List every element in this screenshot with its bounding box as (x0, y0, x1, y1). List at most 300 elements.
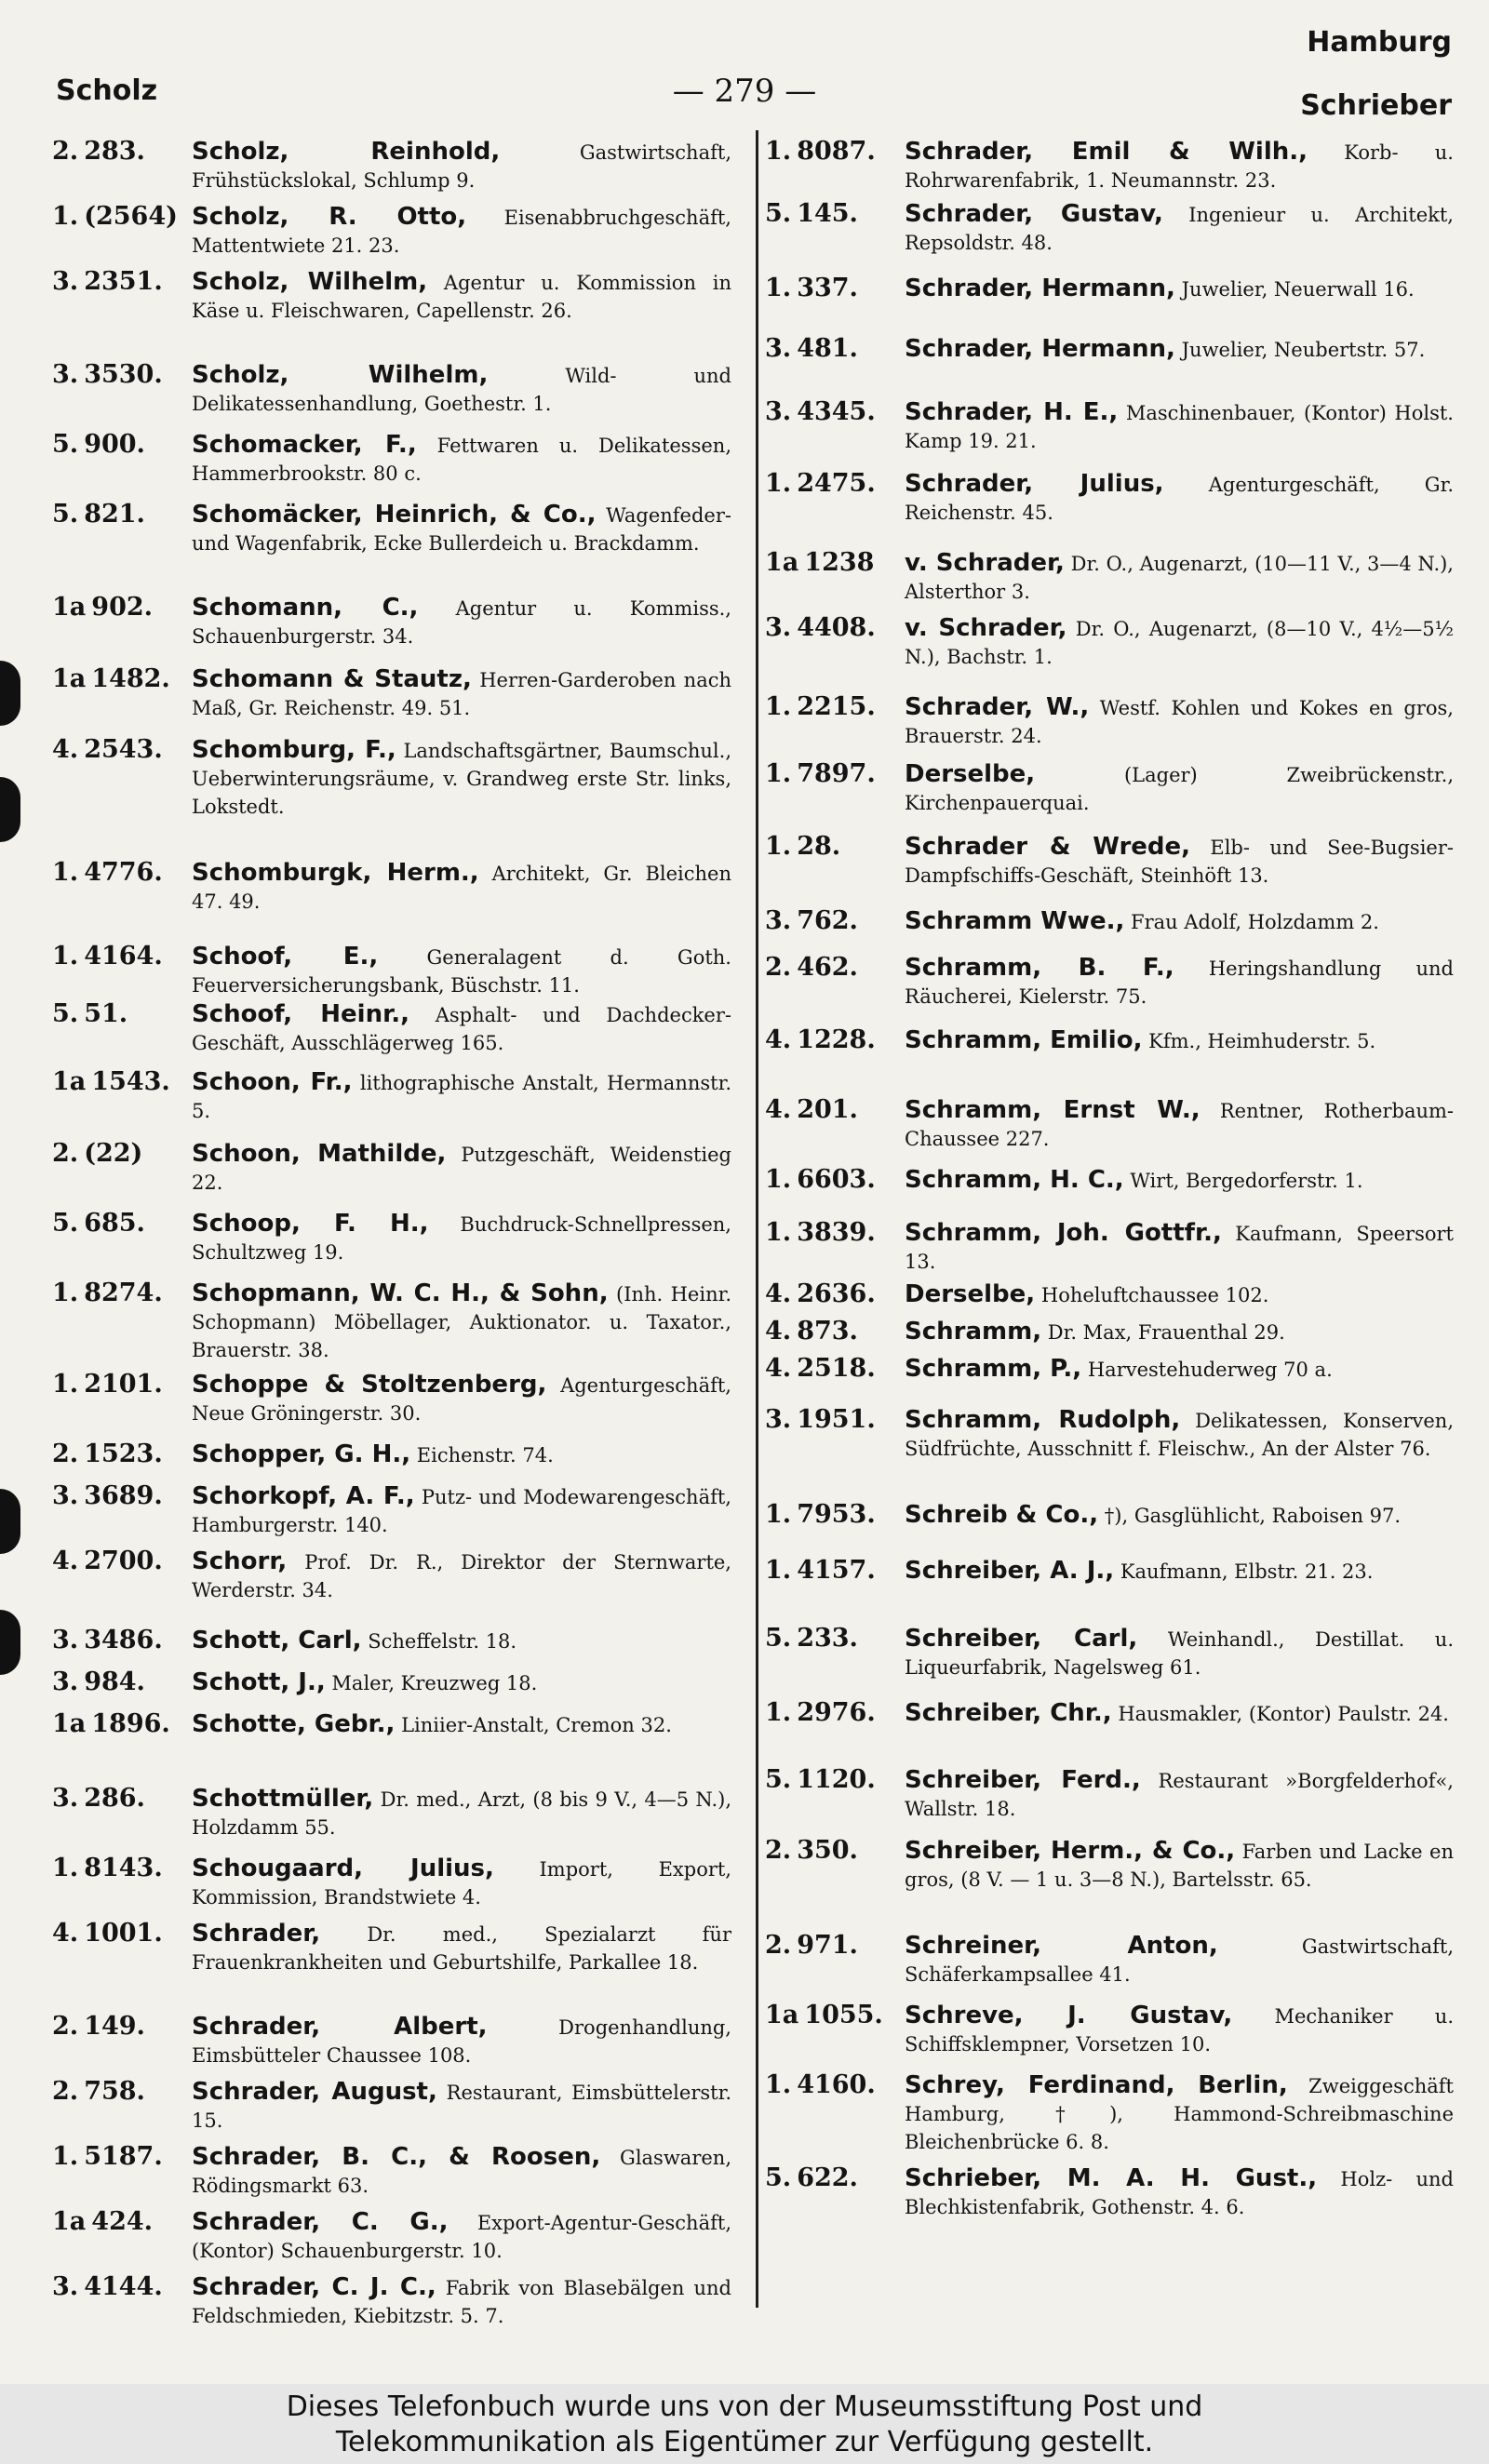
subscriber-details: Agenturgeschäft, Gr. Reichenstr. 45. (905, 474, 1454, 524)
subscriber-details: Zweiggeschäft Hamburg, †), Hammond-Schreibmaschine Bleichenbrücke 6. 8. (905, 2075, 1454, 2153)
phone-number: 1055. (804, 2001, 883, 2029)
entry-text (192, 2013, 731, 2069)
entry-number (52, 1440, 184, 1468)
entry-number (52, 594, 184, 622)
exchange-code: 1. (765, 2070, 792, 2099)
entry-text (192, 1482, 731, 1539)
exchange-code: 5. (52, 500, 79, 529)
phone-number: 2700. (84, 1547, 163, 1575)
subscriber-name: Schorr, (192, 1547, 288, 1575)
exchange-code: 3. (52, 1626, 79, 1654)
exchange-code: 2. (765, 1836, 792, 1865)
directory-entry (765, 1219, 1454, 1276)
subscriber-details: (Lager) Zweibrückenstr., Kirchenpauerquai. (905, 764, 1454, 814)
exchange-code: 1. (765, 1218, 792, 1247)
entry-text (905, 1026, 1454, 1055)
entry-text (905, 614, 1454, 671)
exchange-code: 4. (52, 1547, 79, 1575)
subscriber-details: Maschinenbauer, (Kontor) Holst. Kamp 19. 21. (905, 402, 1454, 452)
subscriber-details: Ingenieur u. Architekt, Repsoldstr. 48. (905, 204, 1454, 254)
entry-text (192, 1668, 731, 1697)
subscriber-details: Delikatessen, Konserven, Südfrüchte, Ausschnitt f. Fleischw., An der Alster 76. (905, 1410, 1454, 1460)
entry-text (905, 138, 1454, 194)
subscriber-name: Schomann & Stautz, (192, 665, 472, 693)
entry-number (765, 1096, 897, 1124)
subscriber-details: Frau Adolf, Holzdamm 2. (1131, 911, 1379, 933)
entry-text (905, 1557, 1454, 1586)
subscriber-details: Liniier-Anstalt, Cremon 32. (401, 1714, 672, 1736)
directory-entry (765, 1355, 1454, 1384)
subscriber-name: Schrader, C. G., (192, 2208, 449, 2236)
subscriber-name: Schoof, Heinr., (192, 1000, 409, 1028)
entry-number (52, 1855, 184, 1882)
subscriber-name: Schoof, E., (192, 943, 379, 971)
entry-number (765, 1557, 897, 1585)
subscriber-name: Schramm, P., (905, 1355, 1082, 1383)
entry-text (192, 1000, 731, 1057)
subscriber-details: Westf. Kohlen und Kokes en gros, Brauerstr. 24. (905, 697, 1454, 747)
directory-entry (52, 2078, 731, 2135)
exchange-code: 3. (52, 360, 79, 389)
exchange-code: 1a (52, 1709, 87, 1738)
phone-number: 350. (797, 1836, 858, 1865)
phone-number: 3486. (84, 1626, 163, 1654)
directory-entry (765, 760, 1454, 817)
directory-entry (765, 1699, 1454, 1728)
phone-number: 283. (84, 137, 145, 166)
entry-number (765, 2002, 897, 2029)
entry-number (52, 1000, 184, 1028)
entry-number (765, 693, 897, 721)
entry-text (905, 1280, 1454, 1309)
binding-mark (0, 661, 20, 726)
subscriber-name: Schopmann, W. C. H., & Sohn, (192, 1279, 609, 1307)
subscriber-details: Rentner, Rotherbaum-Chaussee 227. (905, 1100, 1454, 1150)
entry-text (905, 470, 1454, 527)
subscriber-details: Farben und Lacke en gros, (8 V. — 1 u. 3—8 N.), Bartelsstr. 65. (905, 1841, 1454, 1891)
entry-text (192, 501, 731, 557)
phone-number: 1523. (84, 1440, 163, 1468)
entry-number (765, 398, 897, 426)
subscriber-name: Schrader, Julius, (905, 470, 1164, 498)
entry-text (192, 736, 731, 821)
subscriber-name: Schrieber, M. A. H. Gust., (905, 2164, 1318, 2192)
entry-number (52, 1547, 184, 1575)
phone-number: 149. (84, 2012, 145, 2041)
entry-text (905, 1501, 1454, 1530)
entry-number (765, 1501, 897, 1529)
exchange-code: 1. (765, 1698, 792, 1727)
directory-entry (765, 549, 1454, 606)
exchange-code: 5. (765, 1765, 792, 1794)
directory-entry (52, 203, 731, 260)
directory-entry (765, 275, 1454, 303)
directory-entry (765, 335, 1454, 364)
directory-entry (765, 1026, 1454, 1055)
entry-text (192, 203, 731, 260)
entry-text (192, 1920, 731, 1976)
entry-number (765, 1026, 897, 1054)
exchange-code: 5. (765, 199, 792, 228)
entry-number (52, 2273, 184, 2301)
directory-entry (52, 1440, 731, 1469)
subscriber-name: Schrader, C. J. C., (192, 2273, 436, 2301)
subscriber-name: Schotte, Gebr., (192, 1710, 396, 1738)
entry-number (52, 2013, 184, 2041)
subscriber-details: Drogenhandlung, Eimsbütteler Chaussee 108. (192, 2016, 731, 2067)
footer-line-1: Dieses Telefonbuch wurde uns von der Museumsstiftung Post und (286, 2390, 1203, 2423)
entry-text (905, 549, 1454, 606)
exchange-code: 2. (52, 2077, 79, 2106)
directory-entry (52, 361, 731, 418)
exchange-code: 4. (765, 1354, 792, 1383)
subscriber-name: Schottmüller, (192, 1785, 374, 1813)
exchange-code: 1. (52, 1370, 79, 1399)
subscriber-name: Schott, J., (192, 1668, 326, 1696)
subscriber-name: Schreiber, Ferd., (905, 1766, 1141, 1794)
subscriber-name: Schreiber, A. J., (905, 1557, 1115, 1585)
phone-number: 821. (84, 500, 145, 529)
phone-number: 8274. (84, 1279, 163, 1307)
directory-entry (52, 431, 731, 488)
entry-text (905, 200, 1454, 257)
phone-number: 8143. (84, 1854, 163, 1882)
entry-number (52, 1482, 184, 1510)
subscriber-details: Fettwaren u. Delikatessen, Hammerbrookstr. 80 c. (192, 435, 731, 485)
exchange-code: 1. (765, 832, 792, 861)
subscriber-details: Heringshandlung und Räucherei, Kielerstr. 75. (905, 957, 1454, 1008)
binding-mark (0, 1489, 20, 1554)
subscriber-name: Scholz, Wilhelm, (192, 361, 489, 389)
directory-entry (52, 2273, 731, 2330)
subscriber-name: Schreve, J. Gustav, (905, 2002, 1233, 2029)
subscriber-name: Schomacker, F., (192, 431, 417, 459)
directory-entry (52, 1668, 731, 1697)
phone-number: 5187. (84, 2142, 163, 2171)
directory-entry (765, 138, 1454, 194)
subscriber-name: Schramm Wwe., (905, 907, 1125, 935)
entry-text (192, 859, 731, 916)
entry-number (765, 1166, 897, 1194)
phone-number: 2351. (84, 267, 163, 296)
phone-number: 4157. (797, 1556, 876, 1585)
directory-entry (765, 1837, 1454, 1894)
phone-number: 2543. (84, 735, 163, 764)
entry-number (765, 1406, 897, 1434)
subscriber-name: Schrader, Emil & Wilh., (905, 138, 1308, 166)
exchange-code: 1a (52, 593, 87, 622)
entry-text (905, 1625, 1454, 1681)
directory-entry (52, 1855, 731, 1911)
entry-number (765, 833, 897, 861)
entry-number (52, 1627, 184, 1654)
subscriber-details: Architekt, Gr. Bleichen 47. 49. (192, 863, 731, 913)
phone-number: 622. (797, 2163, 858, 2192)
subscriber-details: Agentur u. Kommiss., Schauenburgerstr. 34. (192, 597, 731, 648)
exchange-code: 3. (52, 1784, 79, 1813)
exchange-code: 2. (52, 1139, 79, 1168)
subscriber-name: v. Schrader, (905, 549, 1065, 577)
subscriber-name: Schreiber, Carl, (905, 1625, 1138, 1653)
exchange-code: 1. (765, 1165, 792, 1194)
entry-text (192, 1547, 731, 1604)
exchange-code: 2. (765, 1931, 792, 1960)
directory-entry (52, 138, 731, 194)
entry-text (192, 1068, 731, 1125)
directory-entry (765, 907, 1454, 936)
phone-number: 1228. (797, 1025, 876, 1054)
subscriber-details: Elb- und See-Bugsier-Dampfschiffs-Geschäft, Steinhöft 13. (905, 837, 1454, 887)
entry-number (765, 614, 897, 642)
subscriber-details: Gastwirtschaft, Schäferkampsallee 41. (905, 1935, 1454, 1986)
subscriber-details: lithographische Anstalt, Hermannstr. 5. (192, 1072, 731, 1122)
subscriber-details: Restaurant »Borgfelderhof«, Wallstr. 18. (905, 1770, 1454, 1820)
entry-number (52, 138, 184, 166)
entry-text (192, 1440, 731, 1469)
entry-text (192, 1140, 731, 1197)
entry-text (192, 361, 731, 418)
subscriber-details: Generalagent d. Goth. Feuerversicherungsbank, Büschstr. 11. (192, 946, 731, 997)
directory-entry (52, 2143, 731, 2200)
exchange-code: 5. (52, 1209, 79, 1238)
entry-text (192, 1785, 731, 1841)
subscriber-name: Derselbe, (905, 1280, 1036, 1308)
subscriber-name: Schoon, Fr., (192, 1068, 353, 1096)
footer-notice (0, 2384, 1489, 2464)
entry-number (52, 665, 184, 693)
subscriber-name: Schoppe & Stoltzenberg, (192, 1371, 547, 1399)
subscriber-name: Schoop, F. H., (192, 1210, 429, 1238)
directory-entry (52, 1785, 731, 1841)
exchange-code: 1. (52, 1854, 79, 1882)
entry-number (765, 2071, 897, 2099)
subscriber-name: Schramm, Emilio, (905, 1026, 1143, 1054)
exchange-code: 1. (765, 274, 792, 302)
directory-entry (52, 1547, 731, 1604)
subscriber-name: Schrader, Hermann, (905, 335, 1175, 363)
phone-number: 984. (84, 1667, 145, 1696)
directory-entry (52, 1920, 731, 1976)
exchange-code: 1. (765, 1500, 792, 1529)
exchange-code: 1. (765, 759, 792, 788)
entry-number (52, 1210, 184, 1238)
subscriber-name: Scholz, Reinhold, (192, 138, 501, 166)
directory-entry (52, 1710, 731, 1739)
entry-number (52, 361, 184, 389)
entry-number (765, 1837, 897, 1865)
subscriber-name: Schramm, (905, 1318, 1042, 1346)
subscriber-details: Dr. O., Augenarzt, (8—10 V., 4½—5½ N.), Bachstr. 1. (905, 618, 1454, 668)
directory-entry (765, 1557, 1454, 1586)
phone-number: 758. (84, 2077, 145, 2106)
entry-text (905, 1166, 1454, 1195)
subscriber-details: Putz- und Modewarengeschäft, Hamburgerstr. 140. (192, 1486, 731, 1536)
subscriber-name: Schopper, G. H., (192, 1440, 411, 1468)
subscriber-details: Juwelier, Neuerwall 16. (1181, 278, 1415, 301)
exchange-code: 1. (52, 1279, 79, 1307)
directory-entry (765, 1766, 1454, 1823)
directory-entry (765, 1406, 1454, 1463)
entry-text (905, 2002, 1454, 2058)
subscriber-details: Weinhandl., Destillat. u. Liqueurfabrik, Nagelsweg 61. (905, 1628, 1454, 1679)
entry-number (765, 1355, 897, 1383)
phone-number: 4345. (797, 397, 876, 426)
phone-number: 3530. (84, 360, 163, 389)
subscriber-name: Schrader, W., (905, 693, 1090, 721)
exchange-code: 3. (765, 397, 792, 426)
header-city: Hamburg (1307, 26, 1452, 59)
phone-number: 2976. (797, 1698, 876, 1727)
entry-text (192, 1855, 731, 1911)
subscriber-name: Schreib & Co., (905, 1501, 1099, 1529)
subscriber-details: Dr. med., Spezialarzt für Frauenkrankheiten und Geburtshilfe, Parkallee 18. (192, 1923, 731, 1974)
directory-entry (765, 2002, 1454, 2058)
entry-number (52, 2208, 184, 2236)
subscriber-details: Eichenstr. 74. (416, 1444, 554, 1466)
subscriber-details: Gastwirtschaft, Frühstückslokal, Schlump 9. (192, 141, 731, 192)
subscriber-details: Eisenabbruchgeschäft, Mattentwiete 21. 23. (192, 207, 731, 257)
entry-text (192, 1710, 731, 1739)
exchange-code: 5. (52, 430, 79, 459)
exchange-code: 1. (52, 942, 79, 971)
subscriber-details: Harvestehuderweg 70 a. (1087, 1359, 1333, 1381)
subscriber-name: Schomburgk, Herm., (192, 859, 479, 887)
entry-number (52, 1371, 184, 1399)
entry-text (192, 1210, 731, 1266)
subscriber-details: Buchdruck-Schnellpressen, Schultzweg 19. (192, 1213, 731, 1264)
phone-number: 2215. (797, 692, 876, 721)
entry-text (905, 2071, 1454, 2156)
entry-number (52, 1068, 184, 1096)
subscriber-name: Schomann, C., (192, 594, 419, 622)
entry-text (192, 268, 731, 325)
subscriber-name: Schrader, B. C., & Roosen, (192, 2143, 601, 2171)
subscriber-name: Scholz, R. Otto, (192, 203, 467, 231)
phone-number: (22) (84, 1139, 143, 1168)
entry-number (52, 501, 184, 529)
subscriber-details: Landschaftsgärtner, Baumschul., Ueberwinterungsräume, v. Grandweg erste Str. links, Lokstedt. (192, 740, 731, 818)
phone-number: 4160. (797, 2070, 876, 2099)
entry-number (765, 1766, 897, 1794)
entry-number (765, 275, 897, 302)
entry-text (192, 2143, 731, 2200)
exchange-code: 1a (52, 664, 87, 693)
binding-mark (0, 1610, 20, 1675)
directory-entry (765, 200, 1454, 257)
entry-number (52, 1785, 184, 1813)
directory-entry (765, 398, 1454, 455)
phone-number: 4408. (797, 613, 876, 642)
subscriber-details: Hoheluftchaussee 102. (1040, 1284, 1269, 1306)
directory-entry (765, 1166, 1454, 1195)
page-number: — 279 — (672, 73, 817, 110)
directory-entry (765, 1501, 1454, 1530)
phone-number: 7953. (797, 1500, 876, 1529)
phone-number: 1896. (91, 1709, 170, 1738)
directory-entry (52, 1482, 731, 1539)
directory-entry (765, 954, 1454, 1011)
directory-entry (52, 1627, 731, 1655)
exchange-code: 5. (765, 2163, 792, 2192)
entry-text (905, 760, 1454, 817)
subscriber-details: Dr. med., Arzt, (8 bis 9 V., 4—5 N.), Holzdamm 55. (192, 1788, 731, 1839)
entry-text (905, 335, 1454, 364)
subscriber-details: Prof. Dr. R., Direktor der Sternwarte, Werderstr. 34. (192, 1551, 731, 1601)
directory-entry (765, 614, 1454, 671)
exchange-code: 3. (52, 2272, 79, 2301)
entry-text (192, 431, 731, 488)
exchange-code: 1. (52, 202, 79, 231)
subscriber-name: Schrader, H. E., (905, 398, 1119, 426)
subscriber-details: Wagenfeder- und Wagenfabrik, Ecke Bullerdeich u. Brackdamm. (192, 504, 731, 555)
phone-number: 1001. (84, 1919, 163, 1948)
exchange-code: 4. (765, 1279, 792, 1308)
subscriber-name: Derselbe, (905, 760, 1036, 788)
exchange-code: 2. (52, 1440, 79, 1468)
subscriber-name: Schrader, Gustav, (905, 200, 1163, 228)
subscriber-name: Schramm, Ernst W., (905, 1096, 1201, 1124)
entry-text (905, 1932, 1454, 1989)
exchange-code: 3. (52, 1667, 79, 1696)
subscriber-details: Wild- und Delikatessenhandlung, Goethestr. 1. (192, 365, 731, 415)
entry-text (905, 275, 1454, 303)
entry-number (52, 268, 184, 296)
exchange-code: 1a (52, 2207, 87, 2236)
subscriber-name: Schrader, (192, 1920, 321, 1948)
subscriber-name: Schoon, Mathilde, (192, 1140, 447, 1168)
subscriber-name: Schrader, August, (192, 2078, 437, 2106)
subscriber-name: Schramm, Joh. Gottfr., (905, 1219, 1222, 1247)
phone-number: 1482. (91, 664, 170, 693)
subscriber-name: Schreiber, Chr., (905, 1699, 1112, 1727)
entry-number (52, 943, 184, 971)
exchange-code: 1. (765, 469, 792, 498)
exchange-code: 4. (765, 1095, 792, 1124)
phone-number: 481. (797, 334, 858, 363)
phone-number: 28. (797, 832, 841, 861)
exchange-code: 3. (765, 613, 792, 642)
subscriber-details: Kfm., Heimhuderstr. 5. (1148, 1030, 1376, 1052)
entry-number (765, 200, 897, 228)
subscriber-details: Glaswaren, Rödingsmarkt 63. (192, 2147, 731, 2197)
entry-number (765, 1219, 897, 1247)
subscriber-name: Schrader, Hermann, (905, 275, 1175, 302)
subscriber-name: Schott, Carl, (192, 1627, 362, 1654)
exchange-code: 4. (52, 1919, 79, 1948)
entry-text (192, 1371, 731, 1427)
subscriber-name: v. Schrader, (905, 614, 1067, 642)
phone-number: (2564) (84, 202, 178, 231)
phone-number: 201. (797, 1095, 858, 1124)
entry-text (192, 594, 731, 650)
subscriber-details: Mechaniker u. Schiffsklempner, Vorsetzen 10. (905, 2005, 1454, 2056)
directory-entry (52, 501, 731, 557)
directory-entry (765, 833, 1454, 890)
phone-number: 286. (84, 1784, 145, 1813)
subscriber-name: Schomäcker, Heinrich, & Co., (192, 501, 597, 529)
subscriber-details: Herren-Garderoben nach Maß, Gr. Reichenstr. 49. 51. (192, 669, 731, 719)
phone-number: 424. (91, 2207, 154, 2236)
entry-text (905, 1837, 1454, 1894)
directory-entry (765, 1096, 1454, 1153)
subscriber-details: Juwelier, Neubertstr. 57. (1181, 339, 1426, 361)
entry-text (905, 1318, 1454, 1346)
subscriber-name: Schreiber, Herm., & Co., (905, 1837, 1236, 1865)
exchange-code: 1. (765, 1556, 792, 1585)
entry-text (192, 2208, 731, 2265)
entry-number (765, 1625, 897, 1653)
subscriber-details: Maler, Kreuzweg 18. (331, 1672, 538, 1694)
